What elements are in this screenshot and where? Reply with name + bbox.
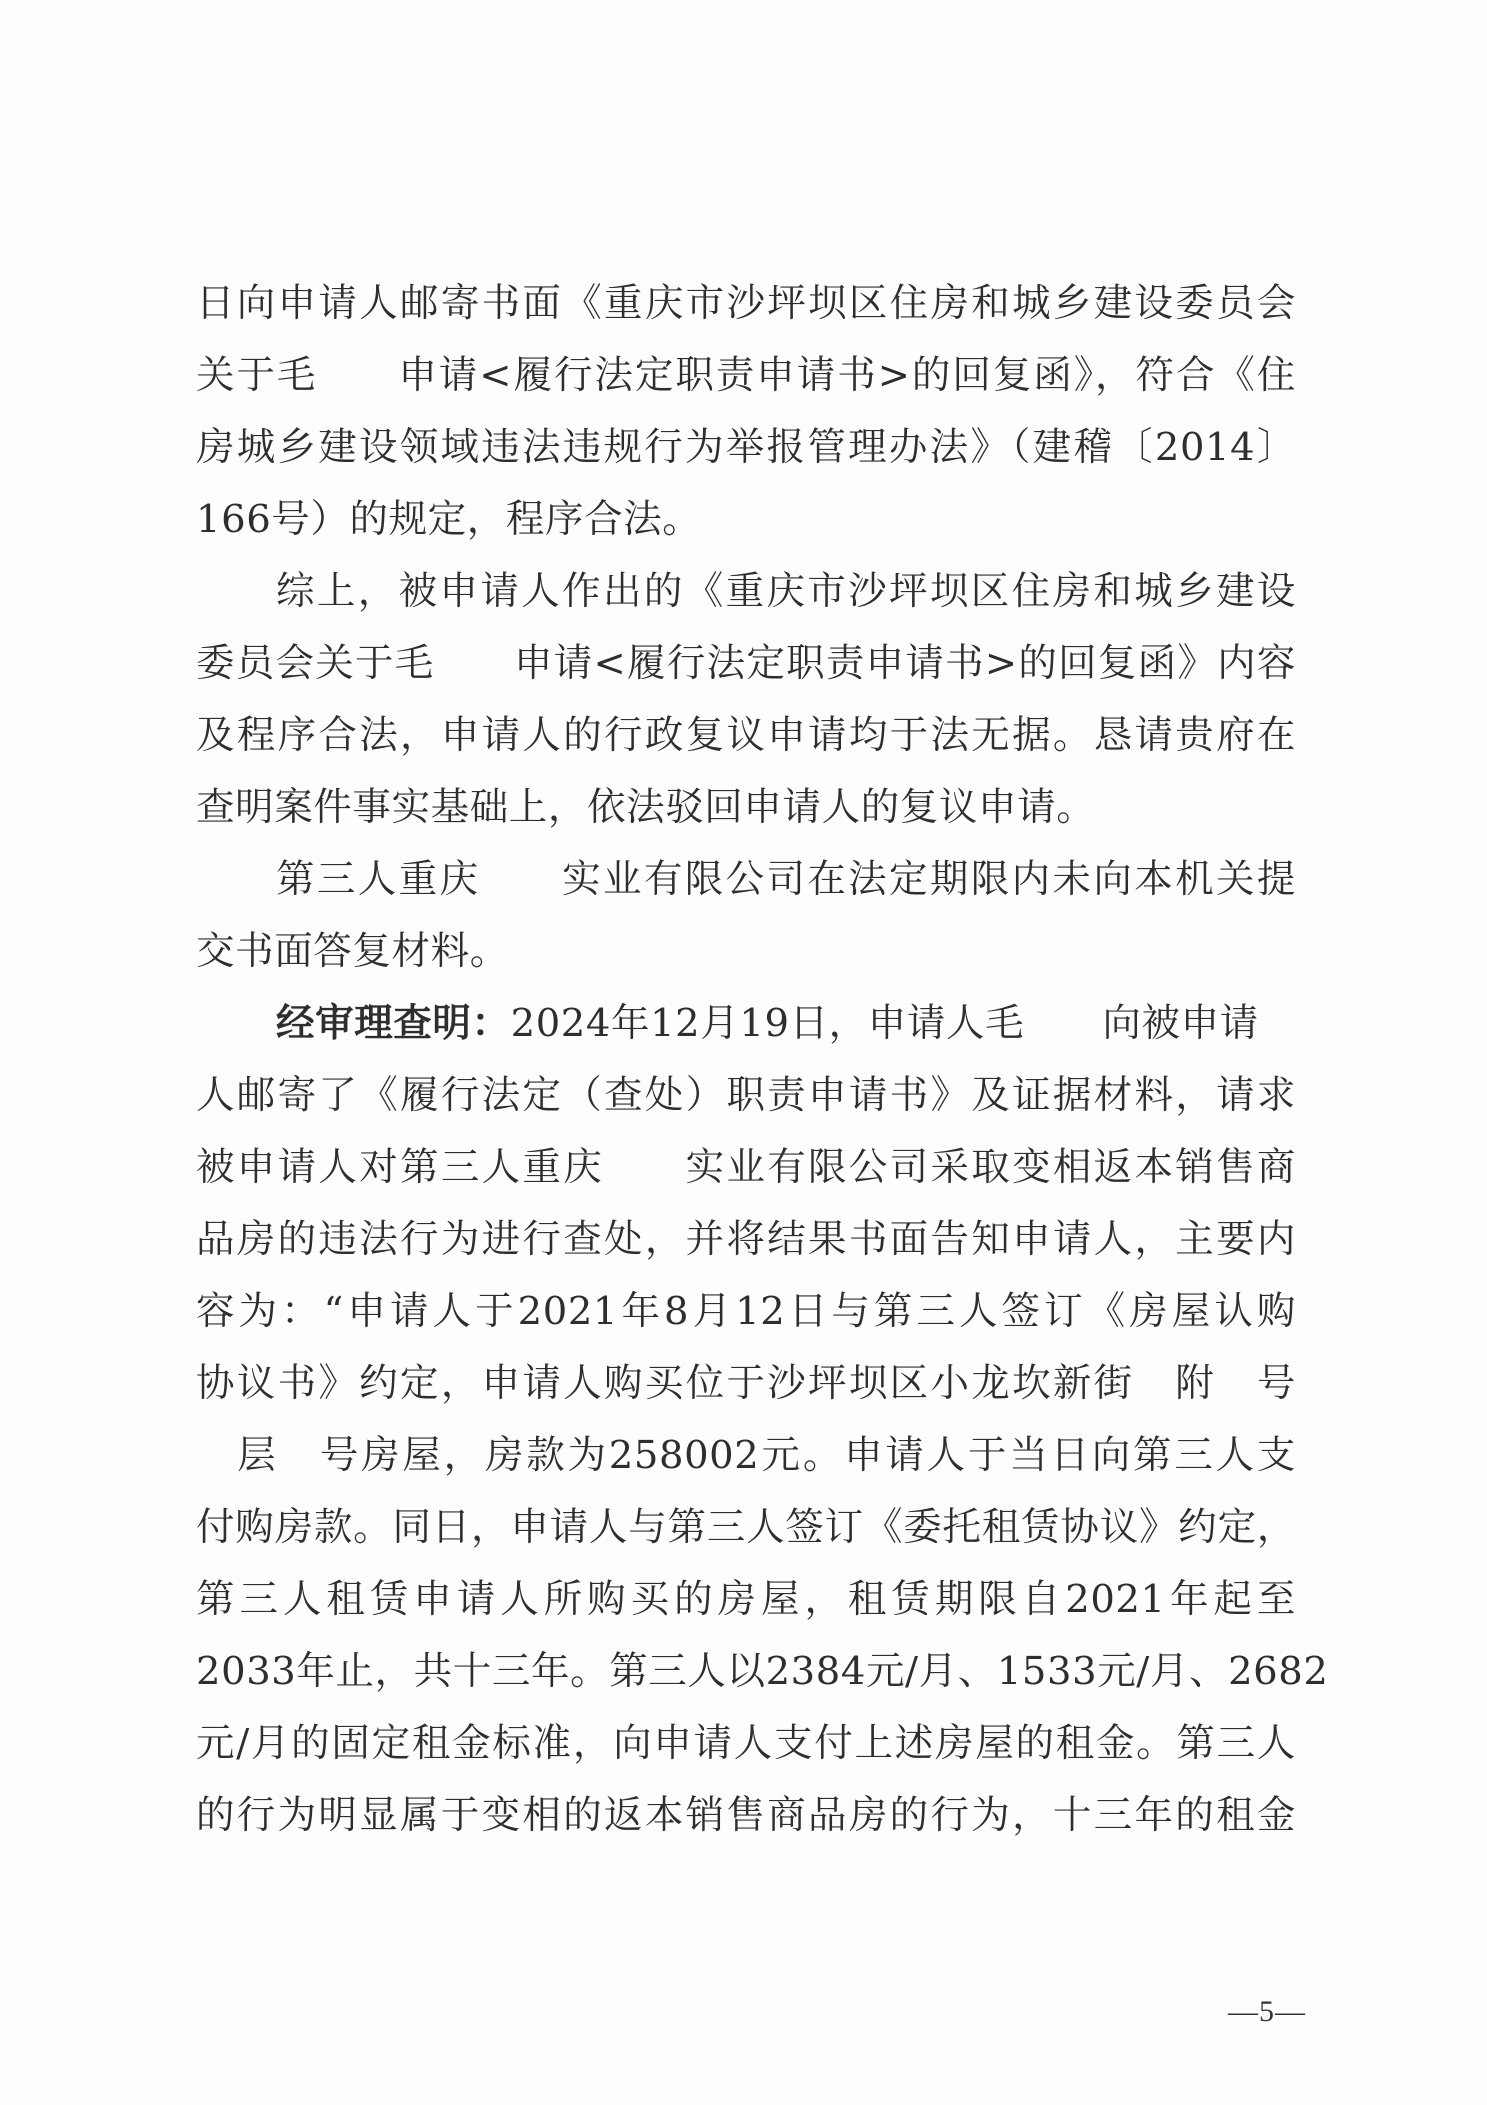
- text-line-21: 元/月的固定租金标准，向申请人支付上述房屋的租金。第三人: [196, 1721, 1296, 1766]
- text-line-8: 查明案件事实基础上，依法驳回申请人的复议申请。: [196, 785, 1096, 830]
- text-line-14: 品房的违法行为进行查处，并将结果书面告知申请人，主要内: [196, 1217, 1296, 1262]
- text-line-22: 的行为明显属于变相的返本销售商品房的行为，十三年的租金: [196, 1793, 1296, 1838]
- text-line-10: 交书面答复材料。: [196, 929, 509, 974]
- text-line-5: 综上，被申请人作出的《重庆市沙坪坝区住房和城乡建设: [276, 569, 1296, 614]
- text-line-6: 委员会关于毛 申请<履行法定职责申请书>的回复函》内容: [196, 641, 1296, 686]
- text-line-15: 容为：“申请人于2021年8月12日与第三人签订《房屋认购: [196, 1289, 1296, 1334]
- text-line-20: 2033年止，共十三年。第三人以2384元/月、1533元/月、2682: [196, 1649, 1329, 1694]
- text-line-4: 166号）的规定，程序合法。: [196, 497, 702, 542]
- text-line-16: 协议书》约定，申请人购买位于沙坪坝区小龙坎新街 附 号: [196, 1361, 1296, 1406]
- text-line-7: 及程序合法，申请人的行政复议申请均于法无据。恳请贵府在: [196, 713, 1296, 758]
- text-line-18: 付购房款。同日，申请人与第三人签订《委托租赁协议》约定，: [196, 1505, 1296, 1550]
- text-line-13: 被申请人对第三人重庆 实业有限公司采取变相返本销售商: [196, 1145, 1296, 1190]
- text-line-11: [276, 988, 1296, 1060]
- text-line-9: 第三人重庆 实业有限公司在法定期限内未向本机关提: [276, 857, 1296, 902]
- finding-heading: 经审理查明：: [276, 1001, 511, 1046]
- text-line-19: 第三人租赁申请人所购买的房屋，租赁期限自2021年起至: [196, 1577, 1296, 1622]
- text-line-2: 关于毛 申请<履行法定职责申请书>的回复函》，符合《住: [196, 353, 1296, 398]
- text-line-3: 房城乡建设领域违法违规行为举报管理办法》（建稽〔2014〕: [196, 425, 1296, 470]
- page-number: —5—: [1228, 1995, 1306, 2028]
- finding-text: 2024年12月19日，申请人毛 向被申请: [510, 1001, 1259, 1046]
- text-line-12: 人邮寄了《履行法定（查处）职责申请书》及证据材料，请求: [196, 1073, 1296, 1118]
- text-line-1: 日向申请人邮寄书面《重庆市沙坪坝区住房和城乡建设委员会: [196, 281, 1296, 326]
- text-line-17: 层 号房屋，房款为258002元。申请人于当日向第三人支: [196, 1433, 1296, 1478]
